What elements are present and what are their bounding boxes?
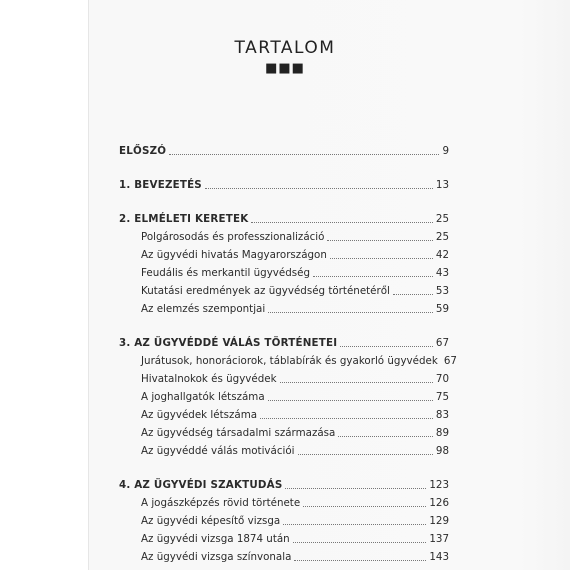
toc-entry-section[interactable] bbox=[141, 282, 449, 298]
toc-entry-chapter-1[interactable] bbox=[119, 176, 449, 192]
toc-entry-page: 75 bbox=[435, 391, 449, 403]
dot-leader bbox=[285, 487, 426, 489]
toc-entry-label: ELŐSZÓ bbox=[119, 145, 167, 157]
dot-leader bbox=[260, 417, 433, 419]
dot-leader bbox=[280, 381, 433, 383]
toc-entry-page: 83 bbox=[435, 409, 449, 421]
toc-entry-label: Feudális és merkantil ügyvédség bbox=[141, 267, 311, 279]
toc-entry-label: Az ügyvédi képesítő vizsga bbox=[141, 515, 281, 527]
dot-leader bbox=[338, 435, 433, 437]
dot-leader bbox=[327, 239, 432, 241]
toc-entry-section[interactable] bbox=[141, 264, 449, 280]
toc-entry-chapter-4[interactable] bbox=[119, 476, 449, 492]
dot-leader bbox=[283, 523, 426, 525]
toc-entry-section[interactable] bbox=[141, 548, 449, 564]
toc-entry-section[interactable] bbox=[141, 352, 457, 368]
toc-entry-page: 9 bbox=[442, 145, 449, 157]
toc-entry-label: Az ügyvédi vizsga 1874 után bbox=[141, 533, 290, 545]
dot-leader bbox=[268, 311, 433, 313]
toc-entry-section[interactable] bbox=[141, 424, 449, 440]
toc-entry-section[interactable] bbox=[141, 442, 449, 458]
toc-entry-section[interactable] bbox=[141, 300, 449, 316]
toc-entry-label: Jurátusok, honoráciorok, táblabírák és gyakorló ügyvédek bbox=[141, 355, 438, 367]
toc-entry-label: 3. AZ ÜGYVÉDDÉ VÁLÁS TÖRTÉNETEI bbox=[119, 337, 338, 349]
toc-entry-page: 42 bbox=[435, 249, 449, 261]
page-title: TARTALOM bbox=[234, 38, 336, 58]
dot-leader bbox=[294, 559, 426, 561]
toc-entry-page: 126 bbox=[429, 497, 449, 509]
toc-entry-label: 4. AZ ÜGYVÉDI SZAKTUDÁS bbox=[119, 479, 283, 491]
dot-leader bbox=[298, 453, 433, 455]
toc-entry-chapter-3[interactable] bbox=[119, 334, 449, 350]
toc-entry-label: Polgárosodás és professzionalizáció bbox=[141, 231, 325, 243]
dot-leader bbox=[268, 399, 433, 401]
toc-entry-label: Az ügyvédek létszáma bbox=[141, 409, 258, 421]
dot-leader bbox=[169, 153, 439, 155]
toc-entry-page: 25 bbox=[435, 213, 449, 225]
toc-entry-section[interactable] bbox=[141, 370, 449, 386]
toc-entry-label: A joghallgatók létszáma bbox=[141, 391, 265, 403]
toc-entry-label: Az ügyvédség társadalmi származása bbox=[141, 427, 336, 439]
toc-entry-page: 98 bbox=[435, 445, 449, 457]
toc-entry-preface[interactable] bbox=[119, 142, 449, 158]
dot-leader bbox=[313, 275, 433, 277]
toc-entry-label: Hivatalnokok és ügyvédek bbox=[141, 373, 277, 385]
toc-entry-page: 67 bbox=[443, 355, 457, 367]
toc-entry-page: 25 bbox=[435, 231, 449, 243]
toc-entry-label: Az ügyvédi hivatás Magyarországon bbox=[141, 249, 327, 261]
toc-entry-page: 70 bbox=[435, 373, 449, 385]
toc-entry-label: Az ügyvéddé válás motivációi bbox=[141, 445, 295, 457]
toc-entry-page: 123 bbox=[429, 479, 449, 491]
toc-entry-section[interactable] bbox=[141, 388, 449, 404]
toc-entry-chapter-2[interactable] bbox=[119, 210, 449, 226]
toc-entry-page: 43 bbox=[435, 267, 449, 279]
toc-entry-section[interactable] bbox=[141, 246, 449, 262]
toc-entry-page: 89 bbox=[435, 427, 449, 439]
toc-entry-page: 137 bbox=[429, 533, 449, 545]
dot-leader bbox=[303, 505, 426, 507]
toc-entry-page: 67 bbox=[435, 337, 449, 349]
toc-entry-section[interactable] bbox=[141, 494, 449, 510]
toc-entry-section[interactable] bbox=[141, 406, 449, 422]
toc-entry-section[interactable] bbox=[141, 512, 449, 528]
toc-entry-label: Kutatási eredmények az ügyvédség történetéről bbox=[141, 285, 390, 297]
toc-entry-label: Az elemzés szempontjai bbox=[141, 303, 266, 315]
toc-entry-label: 1. BEVEZETÉS bbox=[119, 179, 202, 191]
toc-entry-section[interactable] bbox=[141, 228, 449, 244]
toc-entry-page: 13 bbox=[435, 179, 449, 191]
toc-entry-page: 143 bbox=[429, 551, 449, 563]
dot-leader bbox=[251, 221, 433, 223]
dot-leader bbox=[293, 541, 427, 543]
dot-leader bbox=[340, 345, 433, 347]
toc-entry-page: 53 bbox=[435, 285, 449, 297]
toc-entry-page: 59 bbox=[435, 303, 449, 315]
dot-leader bbox=[330, 257, 433, 259]
toc-entry-label: Az ügyvédi vizsga színvonala bbox=[141, 551, 292, 563]
dot-leader bbox=[393, 293, 433, 295]
page-edge bbox=[88, 0, 89, 570]
toc-entry-label: A jogászképzés rövid története bbox=[141, 497, 301, 509]
dot-leader bbox=[205, 187, 433, 189]
toc-entry-page: 129 bbox=[429, 515, 449, 527]
toc-entry-section[interactable] bbox=[141, 530, 449, 546]
toc-entry-label: 2. ELMÉLETI KERETEK bbox=[119, 213, 249, 225]
title-ornament: ■■■ bbox=[265, 61, 305, 76]
